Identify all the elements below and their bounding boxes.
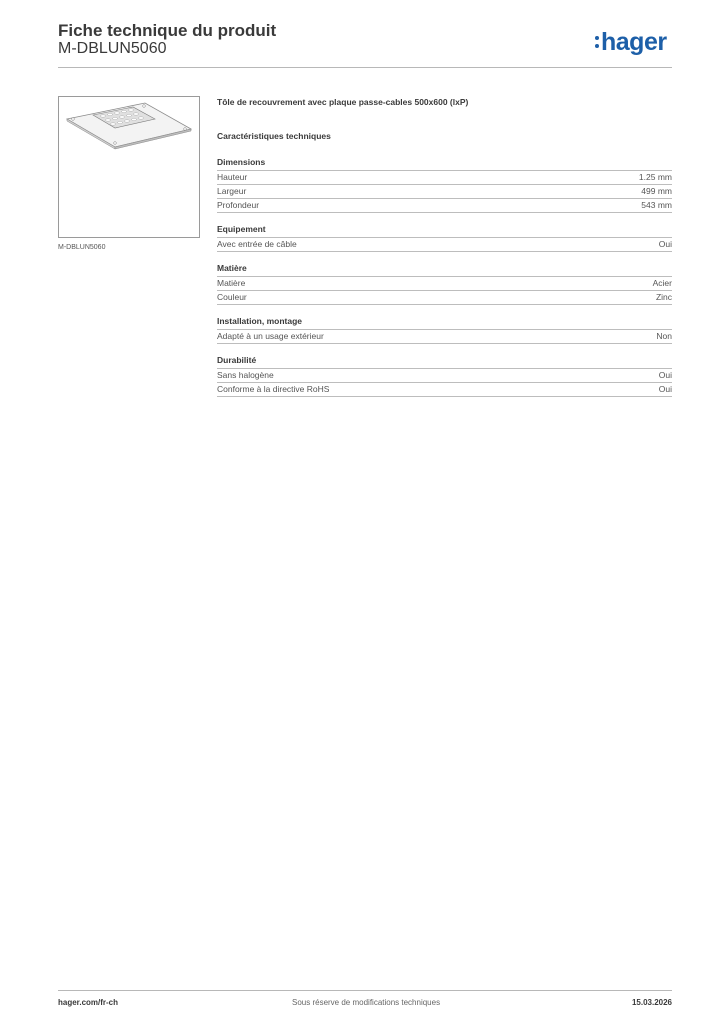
spec-label: Avec entrée de câble <box>217 239 297 249</box>
spec-row <box>217 238 672 252</box>
footer-website: hager.com/fr-ch <box>58 998 119 1007</box>
spec-group-installation <box>217 316 672 344</box>
spec-row <box>217 383 672 397</box>
spec-label: Couleur <box>217 292 247 302</box>
spec-row <box>217 171 672 185</box>
spec-value: Oui <box>658 384 672 394</box>
spec-value: Oui <box>658 239 672 249</box>
spec-value: 499 mm <box>641 186 672 196</box>
spec-value: 1.25 mm <box>638 172 672 182</box>
product-description: Tôle de recouvrement avec plaque passe-cables 500x600 (lxP) <box>217 97 469 107</box>
spec-content <box>217 97 672 408</box>
header-divider <box>58 67 672 68</box>
spec-value: Oui <box>658 370 672 380</box>
spec-row <box>217 199 672 213</box>
section-heading: Caractéristiques techniques <box>217 131 331 141</box>
footer-divider <box>58 990 672 991</box>
spec-value: Zinc <box>655 292 672 302</box>
spec-label: Conforme à la directive RoHS <box>217 384 330 394</box>
image-caption: M-DBLUN5060 <box>58 244 106 251</box>
spec-label: Hauteur <box>217 172 248 182</box>
footer-notice: Sous réserve de modifications techniques <box>292 998 441 1007</box>
spec-group-equipement <box>217 224 672 252</box>
group-title: Durabilité <box>217 355 672 369</box>
page-title: Fiche technique du produit <box>58 21 277 40</box>
product-plate-image <box>59 97 199 237</box>
group-title: Equipement <box>217 224 672 238</box>
spec-row <box>217 185 672 199</box>
spec-group-matiere <box>217 263 672 305</box>
spec-label: Sans halogène <box>217 370 274 380</box>
spec-group-dimensions <box>217 157 672 213</box>
product-reference: M-DBLUN5060 <box>58 40 167 57</box>
logo-wordmark: hager <box>601 28 667 56</box>
spec-value: 543 mm <box>641 200 672 210</box>
group-title: Dimensions <box>217 157 672 171</box>
spec-group-durabilite <box>217 355 672 397</box>
logo-dots-icon <box>595 34 599 50</box>
spec-value: Non <box>656 331 672 341</box>
group-title: Installation, montage <box>217 316 672 330</box>
product-image <box>58 96 200 238</box>
spec-label: Matière <box>217 278 246 288</box>
hager-logo <box>595 29 667 55</box>
spec-label: Profondeur <box>217 200 260 210</box>
spec-label: Largeur <box>217 186 247 196</box>
spec-value: Acier <box>652 278 672 288</box>
spec-row <box>217 330 672 344</box>
spec-row <box>217 291 672 305</box>
footer-date: 15.03.2026 <box>631 998 672 1007</box>
spec-row <box>217 369 672 383</box>
spec-row <box>217 277 672 291</box>
group-title: Matière <box>217 263 672 277</box>
spec-label: Adapté à un usage extérieur <box>217 331 324 341</box>
